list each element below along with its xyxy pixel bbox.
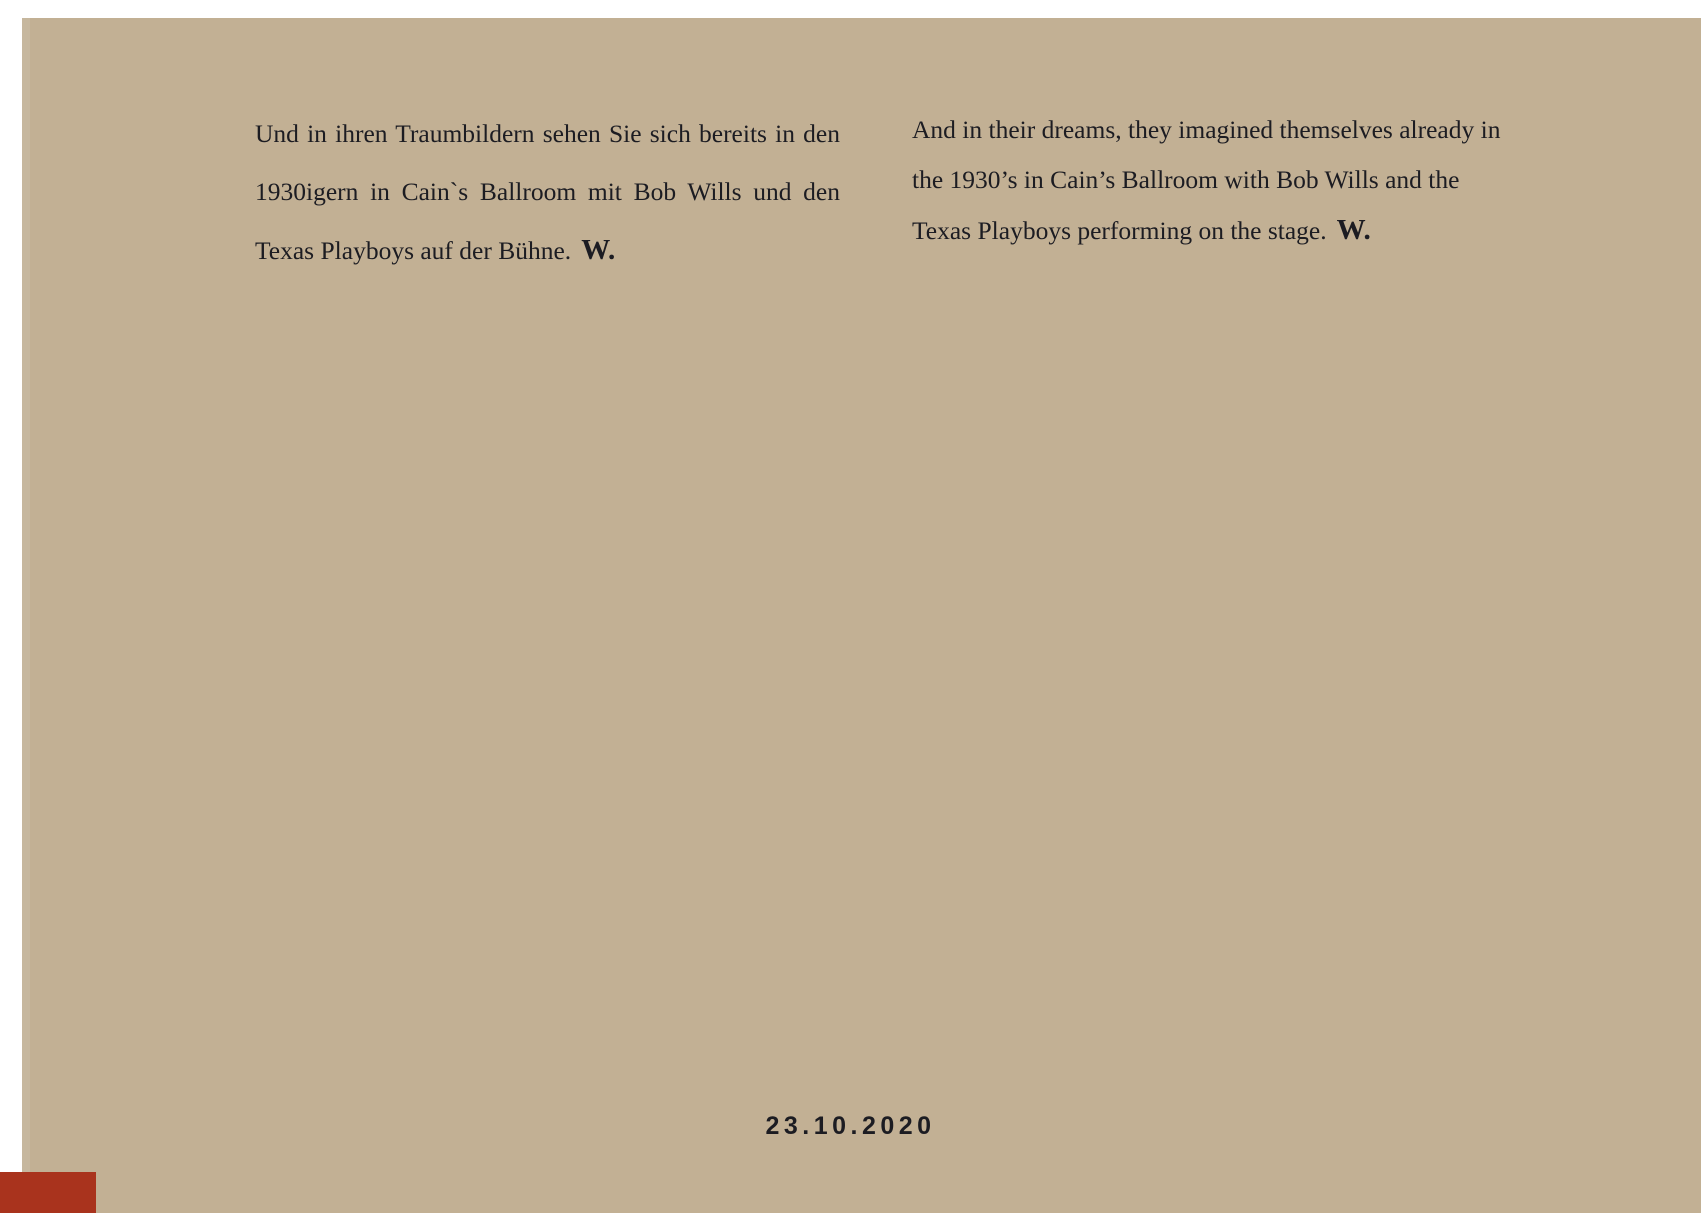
german-paragraph — [255, 105, 840, 280]
footer-date: 23.10.2020 — [765, 1112, 936, 1140]
german-signature: W. — [581, 234, 616, 266]
red-corner-tab — [0, 1172, 96, 1213]
page-gutter — [22, 18, 30, 1213]
english-paragraph — [912, 105, 1512, 256]
german-body-text: Und in ihren Traumbildern sehen Sie sich bereits in den 1930igern in Cain`s Ballroom mit Bob Wills und den Texas Playboys auf der Bühne. — [255, 119, 840, 265]
english-body-text: And in their dreams, they imagined themselves already in the 1930’s in Cain’s Ballroom with Bob Wills and the Texas Playboys performing on the stage. — [912, 115, 1501, 245]
text-column-english — [912, 105, 1512, 256]
english-signature: W. — [1336, 214, 1372, 246]
text-column-german — [255, 105, 840, 280]
